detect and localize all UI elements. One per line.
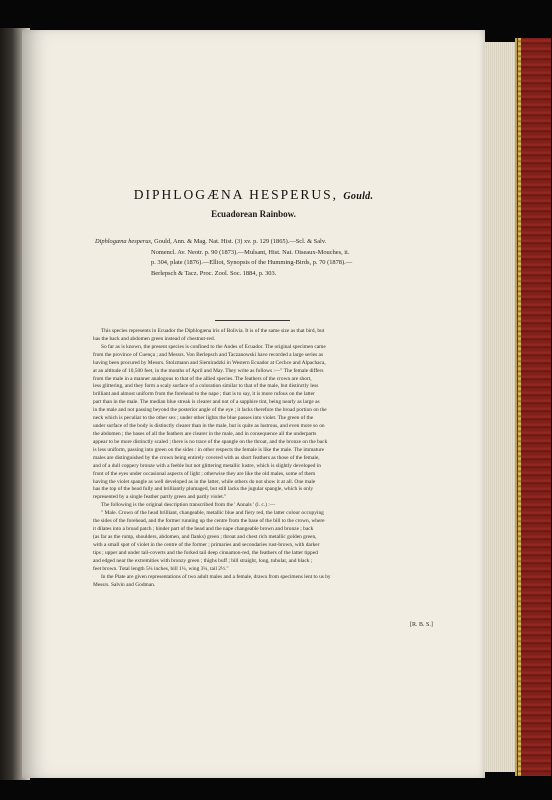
gilt-edge: [518, 38, 521, 776]
common-name: Ecuadorean Rainbow.: [211, 209, 296, 219]
body-line: at an altitude of 10,500 feet, in the months of April and May. They write as follows :—" The female differs: [93, 367, 324, 374]
synonymy-reference: Nomencl. Av. Neotr. p. 90 (1873).—Mulsant, Hist. Nat. Oiseaux-Mouches, ii.: [151, 248, 350, 256]
body-line: (as far as the rump, shoulders, abdomen, and flanks) green ; throat and chest rich metallic golden green,: [93, 533, 317, 540]
body-line: it dilates into a broad patch ; hinder part of the head and the nape changeable brown and bronze ; back: [93, 526, 314, 533]
body-line: part than in the male. The median blue streak is clearer and not of a sapphire tint, being nearly as large as: [93, 399, 320, 406]
divider-rule: [215, 320, 290, 321]
body-text: [93, 328, 476, 589]
page: [22, 30, 485, 778]
body-line: Messrs. Salvin and Godman.: [93, 581, 156, 588]
body-line: has the back and abdomen green instead of chestnut-red.: [93, 335, 215, 342]
author-signature: [R. B. S.]: [410, 622, 433, 628]
body-line: in the male and not passing beyond the posterior angle of the eye ; it lacks therefore the broad portion on the: [93, 407, 327, 414]
body-line: " Male. Crown of the head brilliant, changeable, metallic blue and fiery red, the latter colour occupying: [101, 510, 324, 517]
body-line: with a small spot of violet in the centre of the former ; primaries and secondaries rust-brown, with darker: [93, 541, 320, 548]
synonymy-reference: Gould, Ann. & Mag. Nat. Hist. (3) xv. p. 129 (1865).—Scl. & Salv.: [152, 238, 327, 245]
body-line: front of the eyes under occasional aspects of light ; otherwise they are like the old males, some of them: [93, 470, 316, 477]
body-line: tips ; upper and under tail-coverts and the forked tail deep cinnamon-red, the feathers of the latter tipped: [93, 549, 318, 556]
page-edges: [485, 42, 515, 772]
synonymy-species: Diphlogæna hesperus,: [95, 238, 153, 245]
body-line: This species represents in Ecuador the Diphlogæna iris of Bolivia. It is of the same size as that bird, but: [101, 328, 325, 334]
body-line: neck which is peculiar to the other sex ; under other lights the blue passes into violet. The green of the: [93, 415, 314, 422]
synonymy-line: [95, 248, 442, 259]
body-line: from the male in a manner analogous to that of the allied species. The feathers of the crown are short,: [93, 375, 312, 382]
body-line: from the province of Cuença ; and Messrs. Von Berlepsch and Taczanowski have recorded a large series as: [93, 351, 324, 358]
body-line: the sides of the forehead, and the former running up the centre from the base of the bill to the crown, where: [93, 518, 325, 525]
body-line: is less uniform, passing into green on the sides : in other respects the female is like the male. The immature: [93, 446, 325, 453]
body-line: feet brown. Total length 5¼ inches, bill 1¼, wing 3¼, tail 2½.": [93, 565, 229, 572]
synonymy-block: [95, 237, 442, 279]
synonymy-line: [95, 237, 442, 248]
body-line: having been procured by Messrs. Stolzmann and Siemiradzki in Western Ecuador at Cechce and Alpachaca,: [93, 359, 326, 366]
body-line: So far as is known, the present species is confined to the Andes of Ecuador. The original specimen came: [101, 343, 326, 350]
page-content: [22, 30, 485, 778]
synonymy-line: [95, 269, 442, 280]
synonymy-reference: Berlepsch & Tacz. Proc. Zool. Soc. 1884, p. 303.: [151, 269, 277, 277]
body-line: under surface of the body is distinctly clearer than in the male, but is quite as lustrous, and even more so on: [93, 423, 325, 430]
species-author: Gould.: [343, 191, 374, 202]
body-line: appear to be more distinctly scaled ; there is no trace of the spangle on the throat, and the bronze on the back: [93, 438, 328, 445]
body-line: In the Plate are given representations of two adult males and a female, drawn from specimens lent to us by: [101, 573, 331, 580]
species-title: [22, 187, 485, 203]
synonymy-reference: p. 304, plate (1876).—Elliot, Synopsis of the Humming-Birds, p. 70 (1878).—: [151, 259, 353, 267]
body-line: brilliant and almost uniform from the forehead to the nape ; that is to say, it is more rufous on the latter: [93, 391, 315, 398]
synonymy-line: [95, 258, 442, 269]
body-line: males are distinguished by the crown being entirely covered with as short feathers as those of the female,: [93, 454, 320, 461]
body-line: and of a dull coppery bronze with a feeble but not glittering metallic lustre, which is slightly developed in: [93, 462, 321, 469]
body-line: the abdomen ; the bases of all the feathers are clearer in the male, and in consequence all the underparts: [93, 430, 317, 437]
body-line: represented by a single feather partly green and partly violet.": [93, 494, 227, 501]
body-line: The following is the original description transcribed from the ' Annals ' (l. c.) :—: [101, 502, 276, 509]
body-line: less glittering, and they form a scaly surface of a coloration similar to that of the male, but distinctly less: [93, 383, 319, 390]
body-line: and edged near the extremities with bronzy green ; thighs buff ; bill straight, long, tubular, and black ;: [93, 557, 313, 564]
body-line: has the top of the head fully and brilliantly plumaged, but still lacks the jugular spangle, which is only: [93, 486, 314, 493]
body-line: having the violet spangle as well developed as in the latter, while others do not show it at all. One male: [93, 478, 316, 485]
species-name: DIPHLOGÆNA HESPERUS,: [133, 187, 339, 202]
